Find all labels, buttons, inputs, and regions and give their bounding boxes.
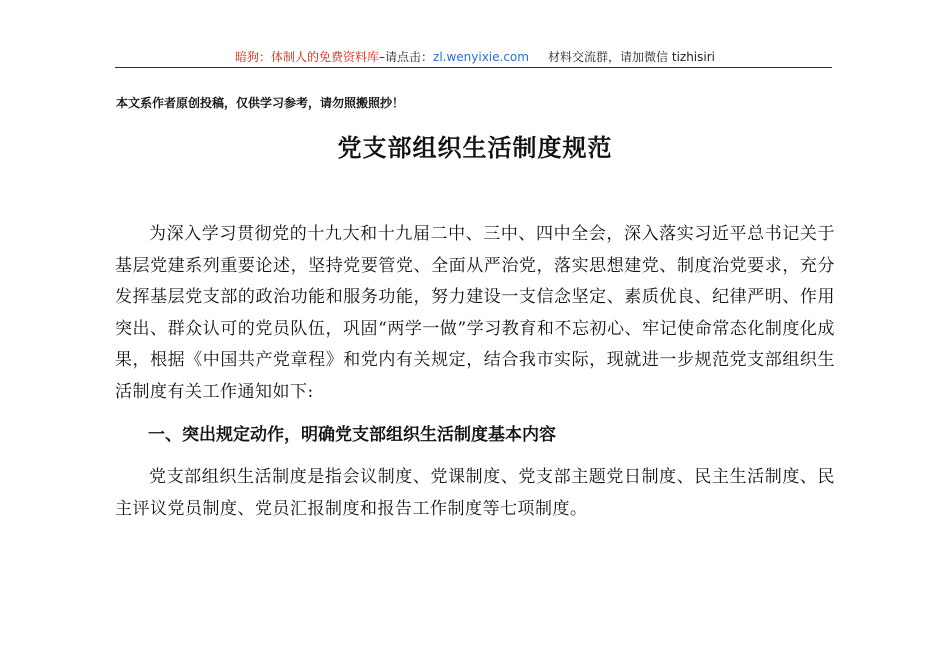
header-site-name: 暗狗：体制人的免费资料库 xyxy=(234,50,379,64)
body-paragraph: 党支部组织生活制度是指会议制度、党课制度、党支部主题党日制度、民主生活制度、民主评议党员制度、党员汇报制度和报告工作制度等七项制度。 xyxy=(115,467,835,519)
header-link[interactable]: zl.wenyixie.com xyxy=(433,50,529,64)
header-divider xyxy=(115,67,832,68)
header-link-prefix: –请点击： xyxy=(379,50,434,64)
page-header xyxy=(0,49,950,65)
section-heading: 一、突出规定动作，明确党支部组织生活制度基本内容 xyxy=(148,425,556,445)
intro-paragraph: 为深入学习贯彻党的十九大和十九届二中、三中、四中全会，深入落实习近平总书记关于基层党建系列重要论述，坚持党要管党、全面从严治党，落实思想建党、制度治党要求，充分发挥基层党支部的政治功能和服务功能，努力建设一支信念坚定、素质优良、纪律严明、作用突出、群众认可的党员队伍，巩固“两学一做”学习教育和不忘初心、牢记使命常态化制度化成果，根据《中国共产党章程》和党内有关规定，结合我市实际，现就进一步规范党支部组织生活制度有关工作通知如下: xyxy=(115,224,835,402)
header-spacer xyxy=(529,50,548,64)
document-title: 党支部组织生活制度规范 xyxy=(337,133,613,162)
header-contact: 材料交流群，请加微信 tizhisiri xyxy=(548,50,715,64)
copyright-notice: 本文系作者原创投稿，仅供学习参考，请勿照搬照抄！ xyxy=(116,96,405,110)
